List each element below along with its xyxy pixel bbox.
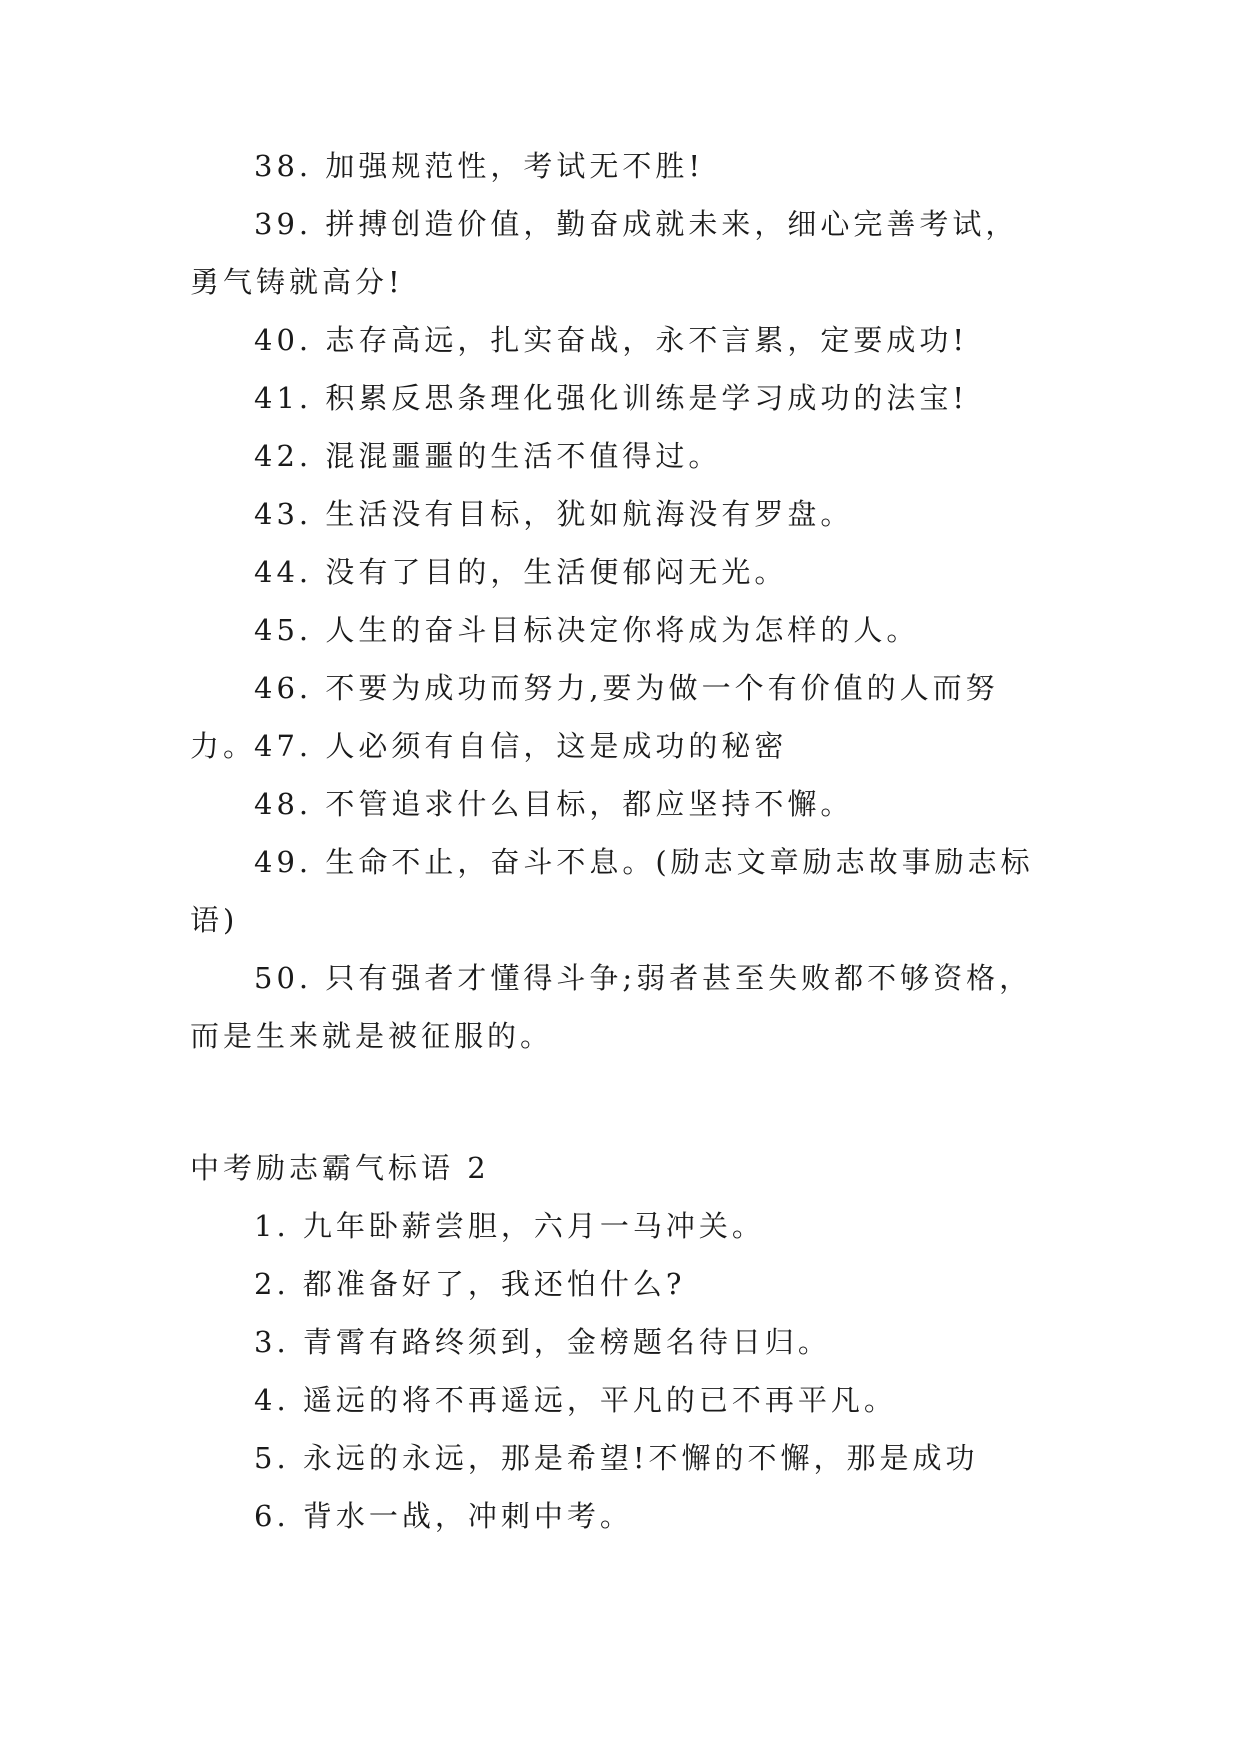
item-text: 拼搏创造价值，勤奋成就未来，细心完善考试，勇气铸就高分!	[190, 207, 1019, 299]
item-text: 积累反思条理化强化训练是学习成功的法宝!	[325, 381, 968, 415]
item-text: 人必须有自信，这是成功的秘密	[325, 729, 788, 763]
item-text: 九年卧薪尝胆，六月一马冲关。	[302, 1209, 765, 1243]
list-item	[190, 601, 1050, 659]
item-number: 6.	[254, 1499, 290, 1533]
item-text: 永远的永远，那是希望!不懈的不懈，那是成功	[302, 1441, 979, 1475]
list-item	[190, 137, 1050, 195]
item-text: 背水一战，冲刺中考。	[302, 1499, 633, 1533]
item-number: 48.	[254, 787, 313, 821]
list-item	[190, 369, 1050, 427]
item-number: 46.	[254, 671, 313, 705]
item-text: 生命不止，奋斗不息。(励志文章励志故事励志标语)	[190, 845, 1034, 937]
item-number: 47.	[254, 729, 313, 763]
item-text: 不要为成功而努力,要为做一个有价值的人而努力。	[190, 671, 999, 763]
item-text: 加强规范性，考试无不胜!	[325, 149, 704, 183]
item-number: 44.	[254, 555, 313, 589]
list-item	[190, 195, 1050, 311]
list-item	[190, 311, 1050, 369]
item-text: 志存高远，扎实奋战，永不言累，定要成功!	[325, 323, 968, 357]
item-number: 3.	[254, 1325, 290, 1359]
item-number: 50.	[254, 961, 313, 995]
list-item	[190, 1487, 1050, 1545]
item-number: 49.	[254, 845, 313, 879]
list-item	[190, 775, 1050, 833]
section-heading: 中考励志霸气标语 2	[190, 1151, 490, 1185]
list-item	[190, 485, 1050, 543]
item-number: 2.	[254, 1267, 290, 1301]
item-text: 不管追求什么目标，都应坚持不懈。	[325, 787, 854, 821]
item-text: 混混噩噩的生活不值得过。	[325, 439, 722, 473]
item-number: 4.	[254, 1383, 290, 1417]
item-text: 生活没有目标，犹如航海没有罗盘。	[325, 497, 854, 531]
list-item	[190, 543, 1050, 601]
list-item	[190, 1255, 1050, 1313]
item-text: 没有了目的，生活便郁闷无光。	[325, 555, 788, 589]
item-number: 43.	[254, 497, 313, 531]
item-number: 45.	[254, 613, 313, 647]
item-number: 38.	[254, 149, 313, 183]
list-item	[190, 427, 1050, 485]
item-number: 5.	[254, 1441, 290, 1475]
item-number: 41.	[254, 381, 313, 415]
list-item	[190, 949, 1050, 1065]
list-item	[190, 1371, 1050, 1429]
item-number: 39.	[254, 207, 313, 241]
list-item	[190, 717, 1050, 775]
item-text: 都准备好了，我还怕什么?	[302, 1267, 686, 1301]
item-text: 人生的奋斗目标决定你将成为怎样的人。	[325, 613, 920, 647]
list-item	[190, 1197, 1050, 1255]
list-item	[190, 833, 1050, 949]
item-text: 遥远的将不再遥远，平凡的已不再平凡。	[302, 1383, 897, 1417]
item-text: 只有强者才懂得斗争;弱者甚至失败都不够资格，而是生来就是被征服的。	[190, 961, 1033, 1053]
item-number: 1.	[254, 1209, 290, 1243]
list-item	[190, 1313, 1050, 1371]
item-number: 42.	[254, 439, 313, 473]
item-text: 青霄有路终须到，金榜题名待日归。	[302, 1325, 831, 1359]
item-number: 40.	[254, 323, 313, 357]
list-item	[190, 1429, 1050, 1487]
